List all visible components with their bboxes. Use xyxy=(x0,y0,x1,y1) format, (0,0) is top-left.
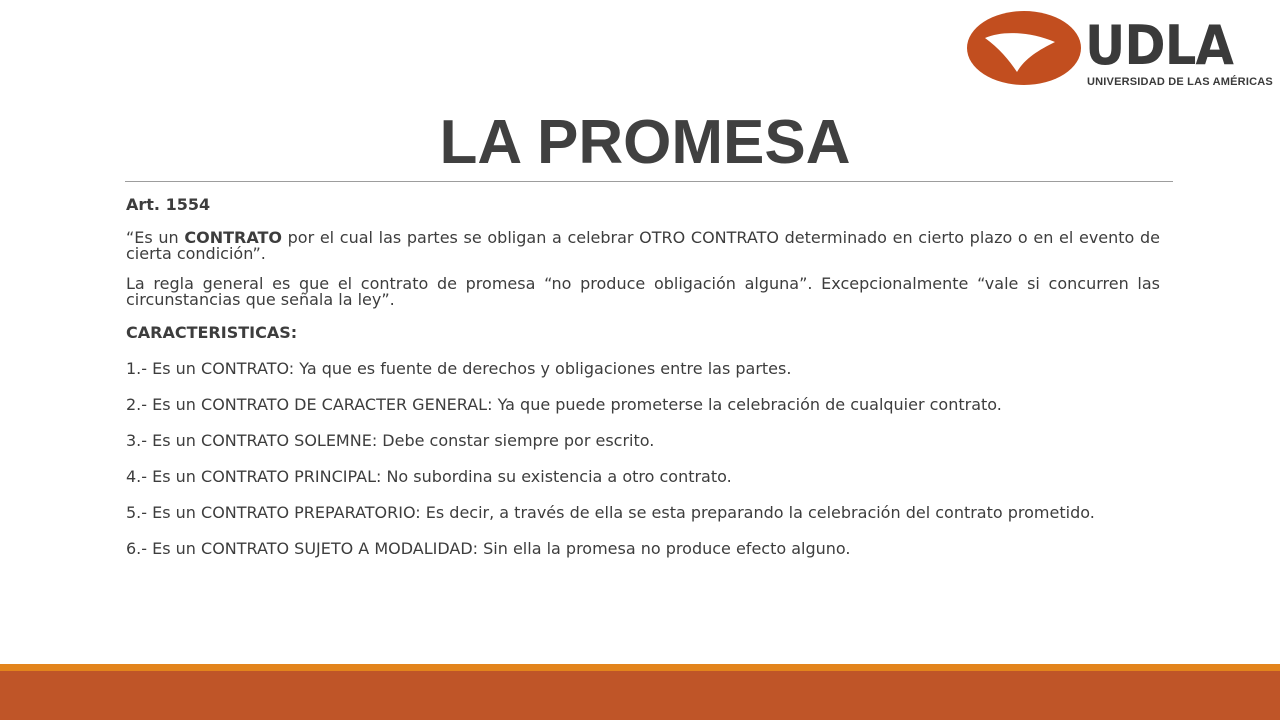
rule-paragraph: La regla general es que el contrato de promesa “no produce obligación alguna”. Excepcionalmente “vale si concurren las circunstancias que señala la ley”. xyxy=(126,274,1160,309)
characteristics-heading: CARACTERISTICAS: xyxy=(126,323,298,342)
page-title: LA PROMESA xyxy=(439,108,851,177)
article-number: Art. 1554 xyxy=(126,195,211,214)
characteristic-item: 3.- Es un CONTRATO SOLEMNE: Debe constar siempre por escrito. xyxy=(126,431,655,450)
characteristic-item: 6.- Es un CONTRATO SUJETO A MODALIDAD: Sin ella la promesa no produce efecto alguno. xyxy=(126,539,851,558)
logo-subtitle: UNIVERSIDAD DE LAS AMÉRICAS xyxy=(1087,76,1273,88)
characteristic-item: 5.- Es un CONTRATO PREPARATORIO: Es decir, a través de ella se esta preparando la celebración del contrato prometido. xyxy=(126,503,1095,522)
definition-bold: CONTRATO xyxy=(184,228,282,247)
definition-post: por el cual las partes se obligan a celebrar OTRO CONTRATO determinado en cierto plazo o en el evento de cierta condición”. xyxy=(126,228,1161,263)
characteristic-item: 2.- Es un CONTRATO DE CARACTER GENERAL: Ya que puede prometerse la celebración de cualquier contrato. xyxy=(126,395,1002,414)
slide-content xyxy=(126,194,1160,560)
udla-logo xyxy=(965,8,1273,88)
characteristic-item: 1.- Es un CONTRATO: Ya que es fuente de derechos y obligaciones entre las partes. xyxy=(126,359,792,378)
characteristic-item: 4.- Es un CONTRATO PRINCIPAL: No subordina su existencia a otro contrato. xyxy=(126,467,732,486)
footer-accent-bar xyxy=(0,664,1280,671)
title-divider xyxy=(125,181,1173,182)
logo-wordmark: UDLA xyxy=(1085,14,1234,77)
definition-paragraph xyxy=(126,230,1160,262)
udla-emblem-icon xyxy=(965,8,1083,88)
footer-bar xyxy=(0,671,1280,720)
definition-pre: “Es un xyxy=(126,228,185,247)
